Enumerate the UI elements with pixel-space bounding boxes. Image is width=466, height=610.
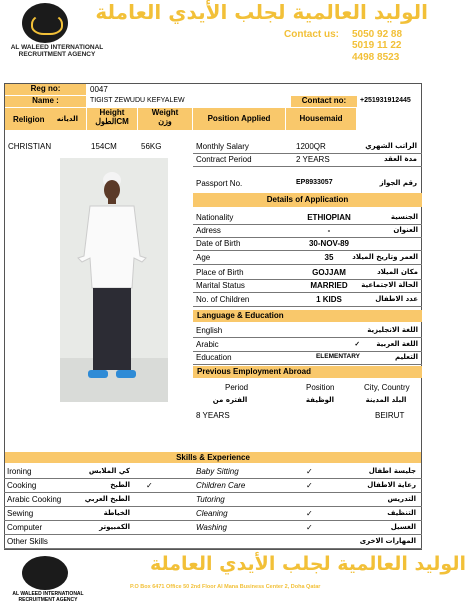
- language-label: Education: [196, 353, 232, 362]
- skill-ar: المهارات الاخرى: [359, 537, 416, 545]
- employment-city-ar: البلد المدينة: [365, 396, 407, 404]
- contact-label: Contact us:: [284, 29, 339, 40]
- details-title: Details of Application: [193, 193, 422, 207]
- housemaid-label: Housemaid: [286, 108, 356, 130]
- skill-label: Computer: [7, 523, 43, 532]
- application-label: No. of Children: [196, 295, 250, 304]
- skill-ar: الطبخ: [110, 481, 130, 489]
- contract-period-label: Contract Period: [196, 155, 252, 164]
- application-ar: الحالة الاجتماعية: [361, 281, 418, 289]
- phone-1: 5050 92 88: [352, 29, 403, 40]
- contact-no-value: +251931912445: [360, 97, 411, 104]
- name-value: TIGIST ZEWUDU KEFYALEW: [90, 97, 185, 104]
- divider: [4, 520, 422, 521]
- skills-title: Skills & Experience: [5, 452, 421, 463]
- divider: [4, 506, 422, 507]
- religion-label: Religion: [13, 115, 45, 124]
- employment-period-ar: الفتره من: [212, 396, 248, 404]
- skill-ar: الغسيل: [390, 523, 416, 531]
- height-header: [87, 108, 137, 130]
- application-label: Date of Birth: [196, 239, 241, 248]
- footer-address: P.O Box 6471 Office 50 2nd Floor Al Mana Business Center 2, Doha Qatar: [130, 584, 321, 590]
- application-label: Nationality: [196, 213, 234, 222]
- footer-logo-icon: [22, 556, 68, 590]
- application-value: GOJJAM: [312, 268, 346, 277]
- skill-label: Washing: [196, 523, 227, 532]
- divider: [193, 237, 422, 238]
- passport-label: Passport No.: [196, 179, 243, 188]
- contract-period-ar: مدة العقد: [383, 155, 417, 163]
- agency-name: AL WALEED INTERNATIONAL RECRUITMENT AGENCY: [10, 44, 104, 58]
- divider: [193, 306, 422, 307]
- language-ar: اللغة الانجليزية: [367, 326, 418, 334]
- application-label: Marital Status: [196, 281, 245, 290]
- height-ar: الطولCM: [95, 117, 129, 126]
- skill-check: ✓: [306, 523, 313, 532]
- application-ar: العمر وتاريخ الميلاد: [352, 253, 418, 261]
- divider: [193, 224, 422, 225]
- position-applied-label: Position Applied: [193, 108, 285, 130]
- application-ar: عدد الاطفال: [375, 295, 418, 303]
- skill-ar: رعاية الاطفال: [367, 481, 416, 489]
- contract-period-value: 2 YEARS: [296, 155, 330, 164]
- application-ar: الجنسية: [390, 213, 418, 221]
- language-label: English: [196, 326, 223, 335]
- employment-city-header: City, Country: [364, 383, 410, 392]
- skill-ar: التدريس: [387, 495, 416, 503]
- divider: [193, 250, 422, 251]
- divider: [193, 264, 422, 265]
- skill-label: Cooking: [7, 481, 37, 490]
- divider: [193, 337, 422, 338]
- phone-2: 5019 11 22: [352, 40, 402, 51]
- monthly-salary-label: Monthly Salary: [196, 142, 249, 151]
- skill-label: Tutoring: [196, 495, 225, 504]
- application-value: 1 KIDS: [316, 295, 342, 304]
- divider: [4, 548, 422, 549]
- divider: [193, 153, 422, 154]
- application-label: Age: [196, 253, 211, 262]
- height-value: 154CM: [91, 142, 117, 151]
- application-value: ETHIOPIAN: [307, 213, 351, 222]
- religion-header: [5, 108, 86, 130]
- skill-check: ✓: [306, 467, 313, 476]
- skill-check: ✓: [146, 481, 153, 490]
- divider: [4, 478, 422, 479]
- monthly-salary-value: 1200QR: [296, 142, 326, 151]
- employment-position-header: Position: [306, 383, 335, 392]
- skill-ar: الخياطة: [103, 509, 130, 517]
- applicant-photo: [60, 158, 168, 402]
- height-label: Height: [99, 108, 125, 117]
- divider: [193, 279, 422, 280]
- employment-position-ar: الوظيفة: [305, 396, 335, 404]
- language-value: ELEMENTARY: [315, 353, 360, 360]
- skill-label: Cleaning: [196, 509, 228, 518]
- employment-period: 8 YEARS: [196, 411, 230, 420]
- agency-logo-icon: [22, 3, 68, 43]
- application-label: Adress: [196, 226, 221, 235]
- skill-label: Ironing: [7, 467, 32, 476]
- footer-arabic-title: الوليد العالمية لجلب الأيدي العاملة: [150, 553, 466, 575]
- language-label: Arabic: [196, 340, 219, 349]
- monthly-salary-ar: الراتب الشهري: [365, 142, 417, 150]
- application-value: MARRIED: [310, 281, 348, 290]
- language-ar: اللغة العربية: [376, 340, 418, 348]
- weight-value: 56KG: [141, 142, 162, 151]
- skill-label: Sewing: [7, 509, 34, 518]
- skill-ar: كي الملابس: [88, 467, 130, 475]
- reg-no-value: 0047: [90, 85, 108, 94]
- divider: [193, 351, 422, 352]
- skill-label: Arabic Cooking: [7, 495, 62, 504]
- employment-city: BEIRUT: [375, 411, 405, 420]
- application-label: Place of Birth: [196, 268, 244, 277]
- contact-no-label: Contact no:: [291, 96, 357, 107]
- skill-check: ✓: [306, 481, 313, 490]
- skill-check: ✓: [306, 509, 313, 518]
- skill-ar: الكمبيوتر: [99, 523, 130, 531]
- divider: [4, 492, 422, 493]
- divider: [193, 166, 422, 167]
- name-label: Name :: [5, 96, 86, 107]
- reg-no-label: Reg no:: [5, 84, 86, 95]
- footer-agency-name: AL WALEED INTERNATIONAL RECRUITMENT AGENCY: [12, 591, 84, 603]
- skill-ar: الطبخ العربي: [84, 495, 130, 503]
- arabic-title: الوليد العالمية لجلب الأيدي العاملة: [95, 0, 428, 24]
- application-ar: العنوان: [393, 226, 418, 234]
- application-value: 30-NOV-89: [308, 239, 350, 248]
- phone-3: 4498 8523: [352, 52, 400, 63]
- religion-value: CHRISTIAN: [8, 142, 52, 151]
- language-ar: التعليم: [394, 353, 418, 361]
- skill-label: Baby Sitting: [196, 467, 239, 476]
- weight-header: [138, 108, 192, 130]
- weight-label: Weight: [151, 108, 179, 117]
- application-value: -: [327, 226, 331, 235]
- application-value: 35: [324, 253, 334, 262]
- religion-ar: الديانه: [56, 115, 78, 123]
- language-value: ✓: [354, 341, 360, 348]
- application-ar: مكان الميلاد: [377, 268, 418, 276]
- skill-label: Other Skills: [7, 537, 48, 546]
- divider: [193, 364, 422, 365]
- employment-title: Previous Employment Abroad: [193, 366, 422, 378]
- divider: [4, 534, 422, 535]
- weight-ar: وزن: [158, 117, 172, 126]
- skill-ar: جليسة اطفال: [368, 467, 416, 475]
- divider: [193, 292, 422, 293]
- employment-period-header: Period: [225, 383, 249, 392]
- skill-label: Children Care: [196, 481, 246, 490]
- passport-ar: رقم الجواز: [379, 179, 417, 187]
- skill-ar: التنظيف: [387, 509, 416, 517]
- language-title: Language & Education: [193, 310, 422, 322]
- passport-value: EP8933057: [296, 179, 333, 186]
